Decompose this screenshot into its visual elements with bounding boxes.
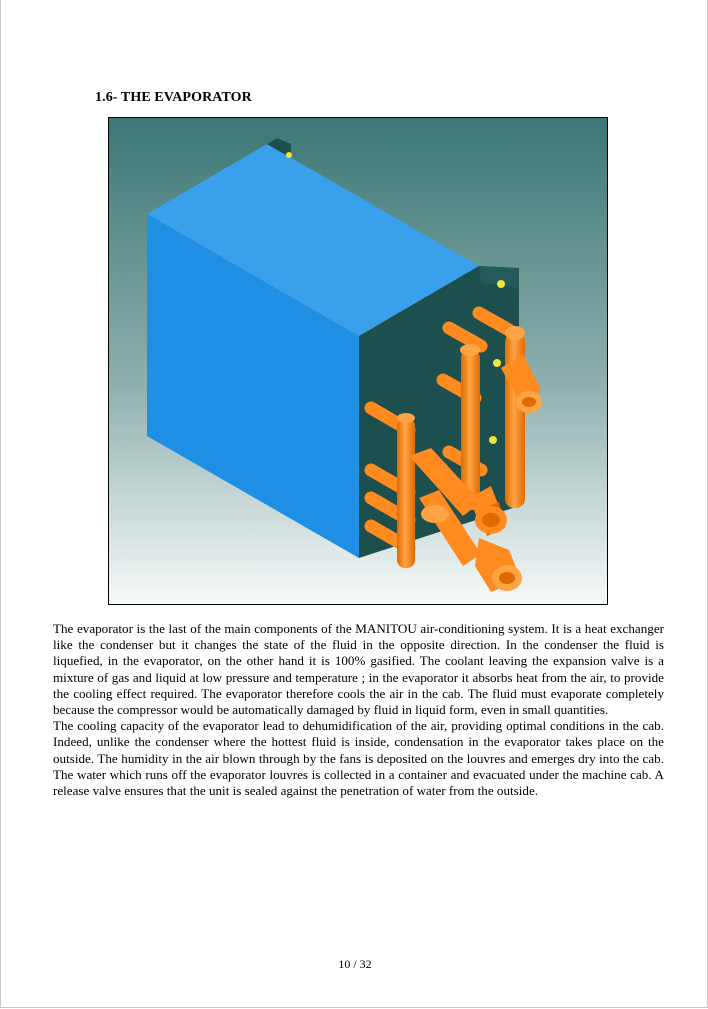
bolt (493, 359, 501, 367)
bolt (489, 436, 497, 444)
section-heading: 1.6- THE EVAPORATOR (95, 90, 252, 105)
body-text (53, 621, 664, 799)
evaporator-figure (108, 117, 608, 605)
pipe-vertical-left (397, 418, 415, 568)
paragraph: The evaporator is the last of the main components of the MANITOU air-conditioning system. It is a heat exchanger like the condenser but it changes the state of the fluid in the opposite direction. In the condenser the fluid is liquefied, in the evaporator, on the other hand it is 100% gasified. The coolant leaving the expansion valve is a mixture of gas and liquid at low pressure and temperature ; in the evaporator it absorbs heat from the air, to provide the cooling effect required. The evaporator therefore cools the air in the cab. The fluid must evaporate completely because the compressor would be automatically damaged by fluid in liquid form, even in small quantities. (53, 621, 664, 718)
bolt (497, 280, 505, 288)
evaporator-illustration (109, 118, 607, 604)
page-number: 10 / 32 (338, 957, 372, 971)
paragraph: The cooling capacity of the evaporator lead to dehumidification of the air, providing optimal conditions in the cab. Indeed, unlike the condenser where the hottest fluid is inside, condensation in the evaporator takes place on the outside. The humidity in the air blown through by the fans is deposited on the louvres and emerges dry into the cab. The water which runs off the evaporator louvres is collected in a container and evacuated under the machine cab. A release valve ensures that the unit is sealed against the penetration of water from the outside. (53, 718, 664, 799)
bolt (286, 152, 292, 158)
